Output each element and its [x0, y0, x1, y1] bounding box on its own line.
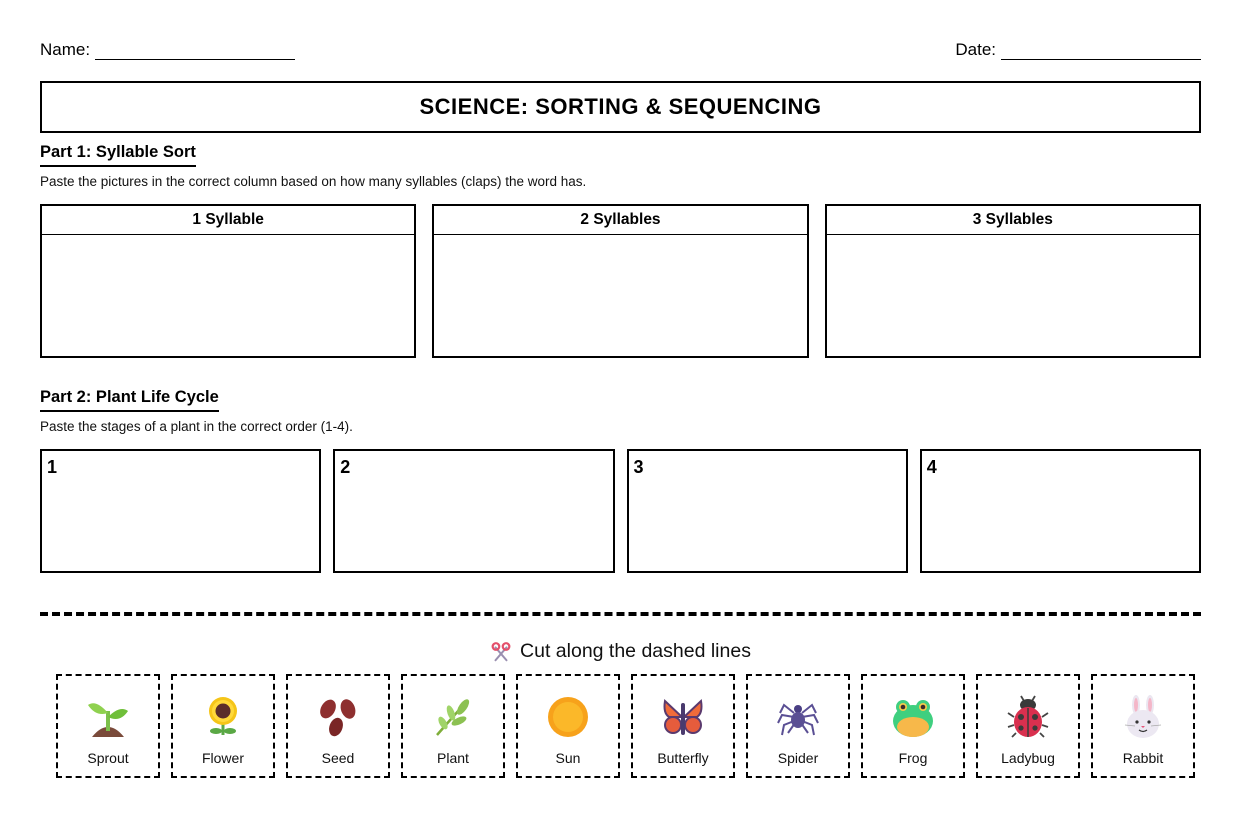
- paste-area[interactable]: [434, 235, 806, 356]
- cutout-card-flower[interactable]: [171, 674, 275, 778]
- cut-divider-line: [40, 612, 1201, 616]
- cut-note-text: Cut along the dashed lines: [520, 640, 751, 662]
- name-blank-line[interactable]: [95, 45, 295, 60]
- name-label: Name:: [40, 40, 91, 59]
- cutout-card-sun[interactable]: [516, 674, 620, 778]
- card-label: Rabbit: [1122, 750, 1164, 766]
- syllable-column-2: [432, 204, 808, 358]
- cutout-card-ladybug[interactable]: [976, 674, 1080, 778]
- butterfly-icon: [661, 695, 705, 739]
- card-label: Ladybug: [1001, 750, 1055, 766]
- card-label: Butterfly: [657, 750, 709, 766]
- cutout-card-rabbit[interactable]: [1091, 674, 1195, 778]
- name-field: [40, 40, 295, 60]
- card-label: Seed: [321, 750, 355, 766]
- life-cycle-box-3[interactable]: [627, 449, 908, 573]
- paste-area[interactable]: [827, 235, 1199, 356]
- syllable-column-1: [40, 204, 416, 358]
- page-title: SCIENCE: SORTING & SEQUENCING: [419, 94, 822, 119]
- scissors-icon: [490, 641, 512, 663]
- sprout-icon: [86, 695, 130, 739]
- step-number: 2: [340, 457, 351, 477]
- date-label: Date:: [955, 40, 996, 59]
- step-number: 3: [633, 457, 644, 477]
- cutout-card-butterfly[interactable]: [631, 674, 735, 778]
- cutout-card-plant[interactable]: [401, 674, 505, 778]
- herb-icon: [431, 695, 475, 739]
- syllable-sort-columns: [40, 204, 1201, 358]
- title-box: [40, 81, 1201, 133]
- life-cycle-box-2[interactable]: [333, 449, 614, 573]
- part1-heading: Part 1: Syllable Sort: [40, 143, 196, 167]
- sun-icon: [546, 695, 590, 739]
- rabbit-icon: [1121, 695, 1165, 739]
- name-date-row: [40, 40, 1201, 60]
- card-label: Spider: [777, 750, 819, 766]
- date-blank-line[interactable]: [1001, 45, 1201, 60]
- ladybug-icon: [1006, 695, 1050, 739]
- column-header: 3 Syllables: [827, 206, 1199, 235]
- cutout-card-sprout[interactable]: [56, 674, 160, 778]
- card-label: Frog: [898, 750, 928, 766]
- step-number: 1: [47, 457, 58, 477]
- part2-heading: Part 2: Plant Life Cycle: [40, 388, 219, 412]
- cut-instruction: [40, 640, 1201, 663]
- cutout-cards: [56, 674, 1195, 778]
- column-header: 1 Syllable: [42, 206, 414, 235]
- step-number: 4: [926, 457, 937, 477]
- card-label: Sun: [555, 750, 581, 766]
- card-label: Plant: [437, 750, 469, 766]
- frog-icon: [891, 695, 935, 739]
- sunflower-icon: [201, 695, 245, 739]
- life-cycle-box-4[interactable]: [920, 449, 1201, 573]
- paste-area[interactable]: [42, 235, 414, 356]
- card-label: Sprout: [87, 750, 129, 766]
- card-label: Flower: [201, 750, 244, 766]
- syllable-column-3: [825, 204, 1201, 358]
- date-field: [955, 40, 1201, 60]
- spider-icon: [776, 695, 820, 739]
- part2-instructions: Paste the stages of a plant in the correct order (1-4).: [40, 419, 353, 434]
- cutout-card-spider[interactable]: [746, 674, 850, 778]
- beans-icon: [316, 695, 360, 739]
- cutout-card-frog[interactable]: [861, 674, 965, 778]
- part1-instructions: Paste the pictures in the correct column based on how many syllables (claps) the word has.: [40, 174, 587, 189]
- column-header: 2 Syllables: [434, 206, 806, 235]
- life-cycle-box-1[interactable]: [40, 449, 321, 573]
- life-cycle-boxes: [40, 449, 1201, 573]
- cutout-card-seed[interactable]: [286, 674, 390, 778]
